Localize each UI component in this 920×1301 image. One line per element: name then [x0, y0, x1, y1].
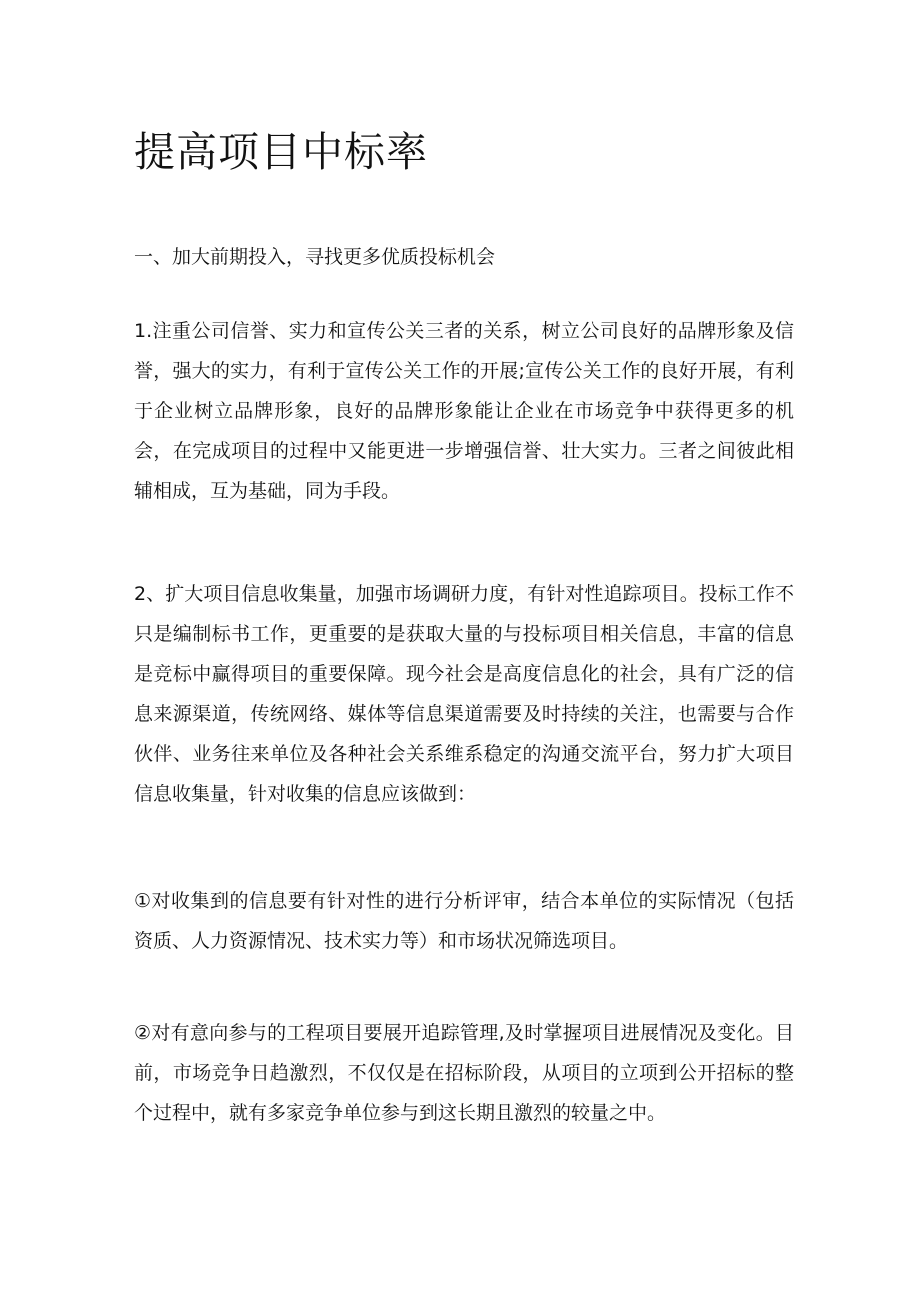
paragraph-2: 2、扩大项目信息收集量，加强市场调研力度，有针对性追踪项目。投标工作不只是编制标书工作，更重要的是获取大量的与投标项目相关信息，丰富的信息是竞标中赢得项目的重要保障。现今社会是高度信息化的社会，具有广泛的信息来源渠道，传统网络、媒体等信息渠道需要及时持续的关注，也需要与合作伙伴、业务往来单位及各种社会关系维系稳定的沟通交流平台，努力扩大项目信息收集量，针对收集的信息应该做到： — [134, 583, 794, 805]
paragraph-3: ①对收集到的信息要有针对性的进行分析评审，结合本单位的实际情况（包括资质、人力资源情况、技术实力等）和市场状况筛选项目。 — [134, 890, 794, 952]
paragraph-4: ②对有意向参与的工程项目要展开追踪管理,及时掌握项目进展情况及变化。目前，市场竞争日趋激烈，不仅仅是在招标阶段，从项目的立项到公开招标的整个过程中，就有多家竞争单位参与到这长期且激烈的较量之中。 — [134, 1022, 794, 1124]
paragraph-1: 1.注重公司信誉、实力和宣传公关三者的关系，树立公司良好的品牌形象及信誉，强大的实力，有利于宣传公关工作的开展;宣传公关工作的良好开展，有利于企业树立品牌形象，良好的品牌形象能让企业在市场竞争中获得更多的机会，在完成项目的过程中又能更进一步增强信誉、壮大实力。三者之间彼此相辅相成，互为基础，同为手段。 — [134, 320, 794, 502]
section-heading: 一、加大前期投入，寻找更多优质投标机会 — [134, 246, 496, 268]
document-title: 提高项目中标率 — [134, 128, 428, 176]
